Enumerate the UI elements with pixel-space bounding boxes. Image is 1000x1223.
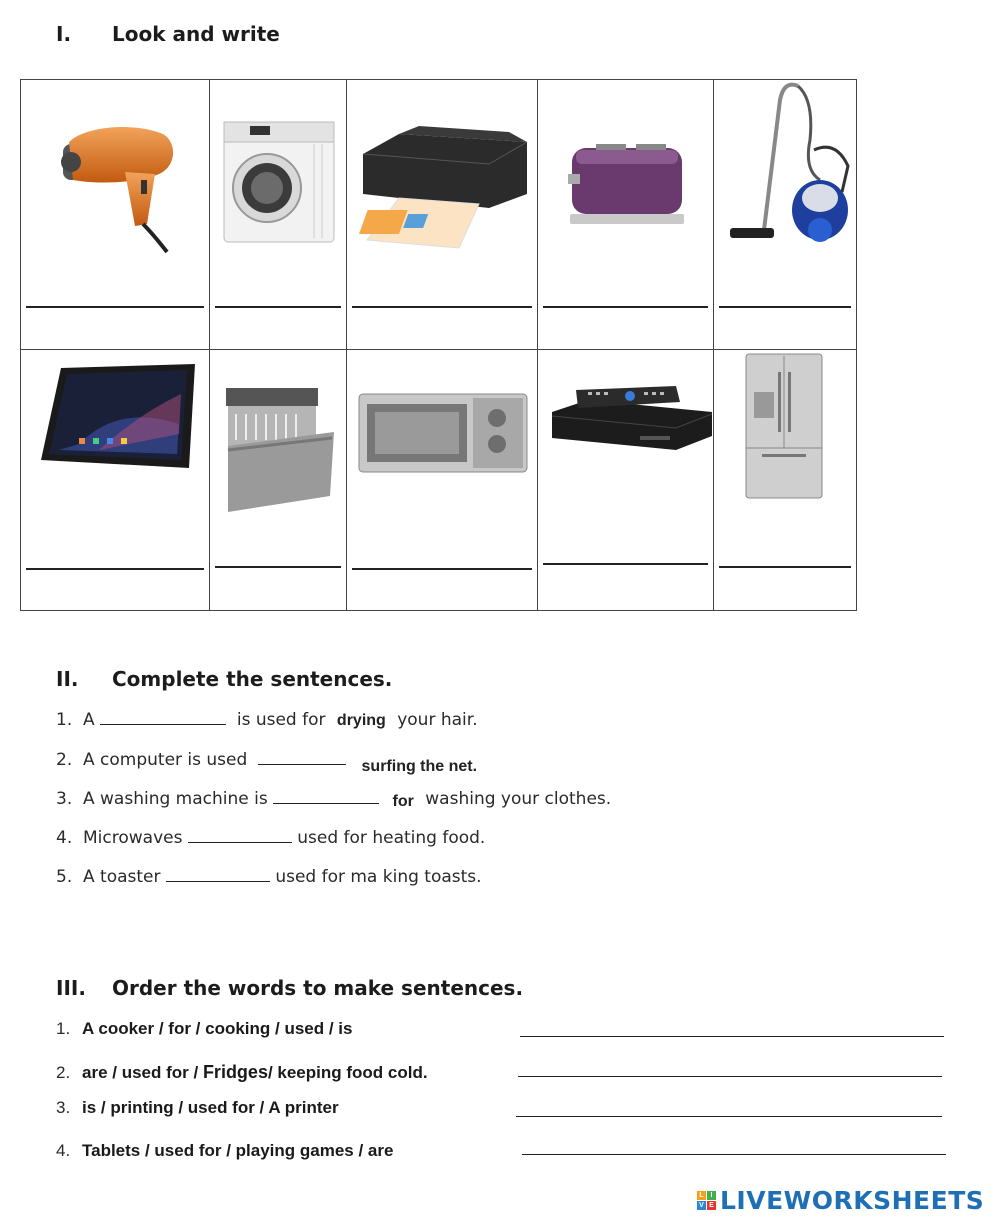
cell-dishwasher bbox=[210, 350, 347, 611]
given-word: surfing the net. bbox=[361, 758, 478, 775]
sentence-3: 3. A washing machine is for washing your clothes. bbox=[56, 789, 612, 810]
fridge-icon bbox=[742, 352, 826, 502]
toaster-icon bbox=[566, 138, 686, 228]
tablet-icon bbox=[39, 364, 197, 474]
answer-line[interactable] bbox=[215, 306, 341, 308]
cell-toaster bbox=[538, 80, 714, 350]
order-item-1: 1. A cooker / for / cooking / used / is bbox=[56, 1019, 353, 1038]
answer-blank[interactable] bbox=[166, 867, 270, 882]
given-word: drying bbox=[336, 712, 386, 729]
washing-machine-icon bbox=[222, 120, 337, 245]
section-1-title: Look and write bbox=[112, 22, 280, 46]
logo-text: LIVEWORKSHEETS bbox=[720, 1186, 985, 1215]
section-2-heading bbox=[56, 667, 392, 691]
liveworksheets-logo bbox=[697, 1186, 984, 1215]
printer-icon bbox=[359, 124, 531, 249]
order-item-3: 3. is / printing / used for / A printer bbox=[56, 1098, 339, 1117]
cell-fridge bbox=[714, 350, 857, 611]
picture-grid bbox=[20, 79, 857, 611]
microwave-icon bbox=[357, 390, 529, 475]
sentence-1: 1. A is used for drying your hair. bbox=[56, 710, 478, 730]
answer-blank[interactable] bbox=[100, 710, 226, 725]
section-2-title: Complete the sentences. bbox=[112, 667, 393, 691]
answer-line[interactable] bbox=[543, 306, 708, 308]
sentence-4: 4. Microwaves used for heating food. bbox=[56, 828, 486, 848]
cell-microwave bbox=[347, 350, 538, 611]
dishwasher-icon bbox=[222, 386, 337, 516]
order-item-2: 2. are / used for / Fridges/ keeping food cold. bbox=[56, 1062, 428, 1082]
vacuum-cleaner-icon bbox=[724, 80, 854, 250]
cell-vacuum bbox=[714, 80, 857, 350]
answer-line[interactable] bbox=[26, 306, 204, 308]
answer-line[interactable] bbox=[518, 1076, 942, 1077]
answer-line[interactable] bbox=[215, 566, 341, 568]
cell-printer bbox=[347, 80, 538, 350]
answer-line[interactable] bbox=[352, 306, 532, 308]
dvd-player-icon bbox=[548, 386, 712, 456]
section-3-number: III. bbox=[56, 976, 86, 1000]
answer-blank[interactable] bbox=[273, 789, 379, 804]
logo-mark: L I V E bbox=[697, 1191, 716, 1210]
order-item-4: 4. Tablets / used for / playing games / are bbox=[56, 1141, 394, 1160]
section-3-heading bbox=[56, 976, 523, 1000]
answer-blank[interactable] bbox=[258, 750, 346, 765]
answer-blank[interactable] bbox=[188, 828, 292, 843]
section-3-title: Order the words to make sentences. bbox=[112, 976, 524, 1000]
cell-hair-dryer bbox=[21, 80, 210, 350]
section-1-number: I. bbox=[56, 22, 72, 46]
cell-dvd-player bbox=[538, 350, 714, 611]
sentence-2: 2. A computer is used surfing the net. bbox=[56, 750, 478, 775]
answer-line[interactable] bbox=[719, 306, 851, 308]
answer-line[interactable] bbox=[719, 566, 851, 568]
given-word: for bbox=[392, 793, 414, 810]
hair-dryer-icon bbox=[55, 114, 180, 259]
cell-washing-machine bbox=[210, 80, 347, 350]
section-1-heading bbox=[56, 22, 280, 46]
sentence-5: 5. A toaster used for ma king toasts. bbox=[56, 867, 482, 887]
answer-line[interactable] bbox=[520, 1036, 944, 1037]
cell-tablet bbox=[21, 350, 210, 611]
answer-line[interactable] bbox=[352, 568, 532, 570]
answer-line[interactable] bbox=[516, 1116, 942, 1117]
answer-line[interactable] bbox=[543, 563, 708, 565]
answer-line[interactable] bbox=[522, 1154, 946, 1155]
section-2-number: II. bbox=[56, 667, 79, 691]
answer-line[interactable] bbox=[26, 568, 204, 570]
